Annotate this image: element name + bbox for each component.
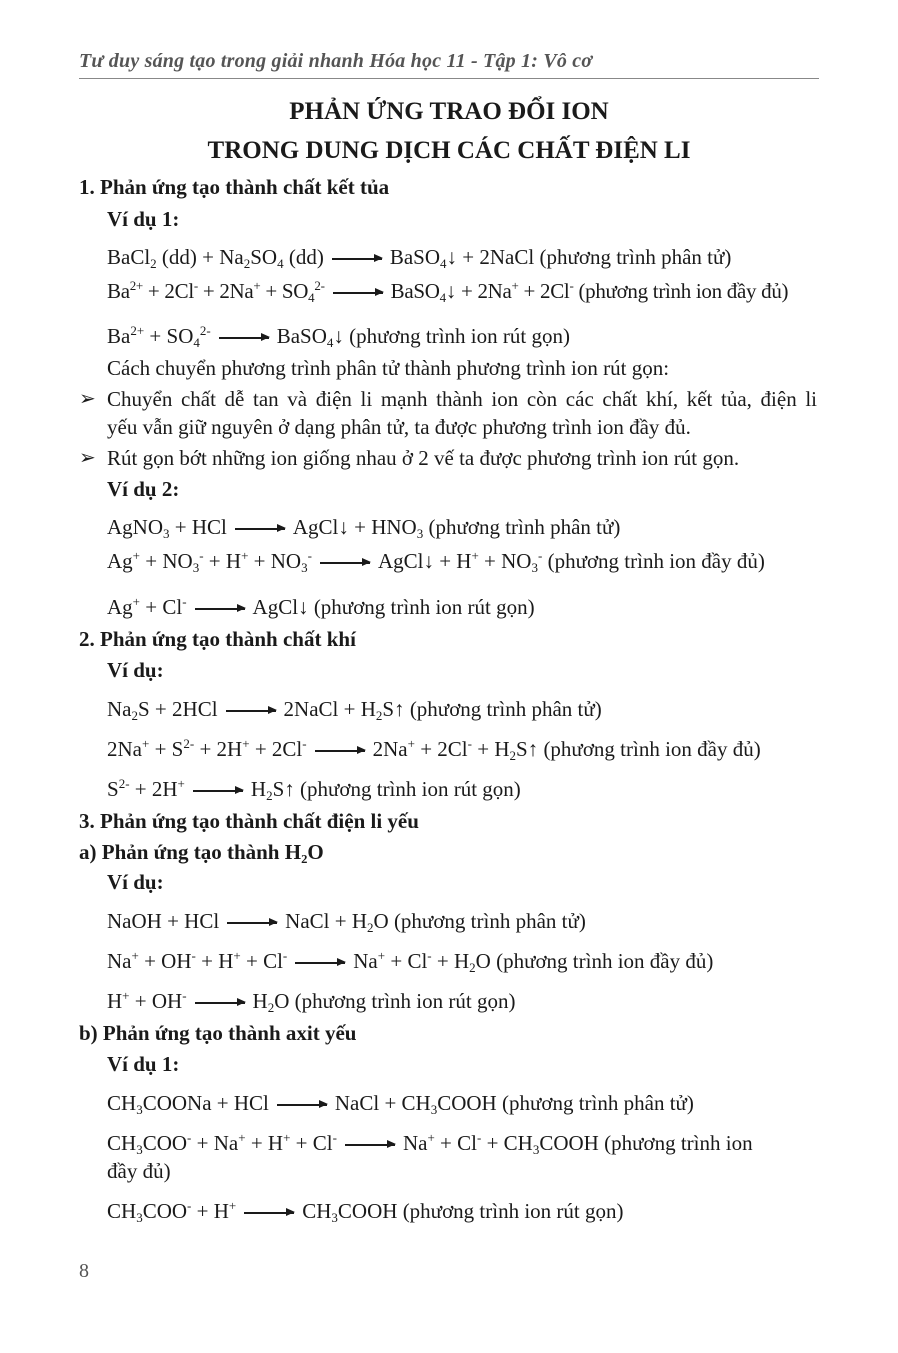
example-label: Ví dụ: [107, 658, 164, 682]
section-3-heading: 3. Phản ứng tạo thành chất điện li yếu [79, 809, 419, 833]
reaction-arrow-icon [226, 710, 276, 712]
subsection-a-heading: a) Phản ứng tạo thành H₂O [79, 840, 324, 864]
example-label: Ví dụ 2: [107, 477, 180, 501]
reaction-arrow-icon [320, 562, 370, 564]
method-intro: Cách chuyển phương trình phân tử thành phương trình ion rút gọn: [107, 356, 670, 380]
reaction-arrow-icon [277, 1104, 327, 1106]
equation-full-ion: Na+ + OH- + H+ + Cl- $Na^+ + Cl^- + H_2O$ (phương trình ion đầy đủ) [107, 948, 714, 975]
equation-net-ion: H+ + OH- $H_2O$ (phương trình ion rút gọn) [107, 988, 516, 1015]
page-title-line-2: TRONG DUNG DỊCH CÁC CHẤT ĐIỆN LI [207, 137, 691, 164]
bullet-text: Chuyển chất dễ tan và điện li mạnh thành ion còn các chất khí, kết tủa, điện li [107, 387, 817, 411]
equation-net-ion: $CH_3COO^- + H^+$ $CH_3COOH$ (phương trình ion rút gọn) [107, 1198, 624, 1225]
page-title-line-1: PHẢN ỨNG TRAO ĐỔI ION [289, 98, 609, 125]
example-label: Ví dụ 1: [107, 207, 180, 231]
equation-molecular: $Na_2S + 2HCl$ 2NaCl + $H_2S↑$ (phương trình phân tử) [107, 697, 602, 723]
reaction-arrow-icon [195, 608, 245, 610]
reaction-arrow-icon [244, 1212, 294, 1214]
reaction-arrow-icon [295, 962, 345, 964]
arrow-bullet-icon: ➢ [79, 447, 96, 469]
equation-full-ion: $Ba^{2+} + 2Cl^- + 2Na^+ + SO_4^{2-}$ BaSO$_4$↓ + 2Na+ + 2Cl- (phương trình ion đầy đủ) [107, 278, 789, 305]
reaction-arrow-icon [195, 1002, 245, 1004]
example-label: Ví dụ 1: [107, 1052, 180, 1076]
equation-molecular: AgNO$_3$ + HCl AgCl↓ + $HNO_3$ (phương trình phân tử) [107, 515, 621, 541]
reaction-arrow-icon [219, 337, 269, 339]
running-header: Tư duy sáng tạo trong giải nhanh Hóa học 11 - Tập 1: Vô cơ [79, 50, 593, 72]
example-label: Ví dụ: [107, 870, 164, 894]
section-2-heading: 2. Phản ứng tạo thành chất khí [79, 627, 356, 651]
page-number: 8 [79, 1260, 89, 1282]
header-divider [79, 78, 819, 79]
equation-molecular: BaCl$_2$ $(dd) + Na_2SO_4$ (dd) BaSO$_4$↓ + 2NaCl (phương trình phân tử) [107, 245, 732, 271]
equation-net-ion: $S^{2-} + 2H^+$ $H_2S↑$ (phương trình ion rút gọn) [107, 776, 521, 803]
arrow-bullet-icon: ➢ [79, 388, 96, 410]
reaction-arrow-icon [193, 790, 243, 792]
bullet-text: Rút gọn bớt những ion giống nhau ở 2 vế ta được phương trình ion rút gọn. [107, 446, 740, 470]
equation-full-ion: $2Na^+ + S^{2-} + 2H^+ + 2Cl^-$ $2Na^+ + 2Cl^- + H_2S↑$ (phương trình ion đầy đủ) [107, 736, 761, 763]
equation-molecular: $CH_3COONa$ + HCl NaCl + $CH_3COOH$ (phương trình phân tử) [107, 1091, 694, 1117]
equation-full-ion: $Ag^+ + NO_3^- + H^+ + NO_3^-$ AgCl↓ + $H^+ + NO_3^-$ (phương trình ion đầy đủ) [107, 548, 765, 575]
equation-molecular: NaOH + HCl NaCl + $H_2O$ (phương trình phân tử) [107, 909, 586, 935]
equation-note: (phương trình phân tử) [539, 245, 732, 269]
reaction-arrow-icon [315, 750, 365, 752]
equation-net-ion: $Ba^{2+} + SO_4^{2-}$ BaSO$_4$↓ (phương trình ion rút gọn) [107, 323, 570, 350]
reaction-arrow-icon [333, 292, 383, 294]
reaction-arrow-icon [345, 1144, 395, 1146]
section-1-heading: 1. Phản ứng tạo thành chất kết tủa [79, 175, 390, 199]
equation-net-ion: Ag+ + Cl- AgCl↓ (phương trình ion rút gọn) [107, 594, 535, 619]
reaction-arrow-icon [235, 528, 285, 530]
equation-full-ion: $CH_3COO^- + Na^+ + H^+ + Cl^-$ $Na^+ + Cl^- + CH_3COOH$ (phương trình ion [107, 1130, 753, 1157]
reaction-arrow-icon [332, 258, 382, 260]
equation-note-continued: đầy đủ) [107, 1159, 171, 1183]
bullet-text-continued: yếu vẫn giữ nguyên ở dạng phân tử, ta được phương trình ion đầy đủ. [107, 415, 691, 439]
reaction-arrow-icon [227, 922, 277, 924]
subsection-b-heading: b) Phản ứng tạo thành axit yếu [79, 1021, 357, 1045]
